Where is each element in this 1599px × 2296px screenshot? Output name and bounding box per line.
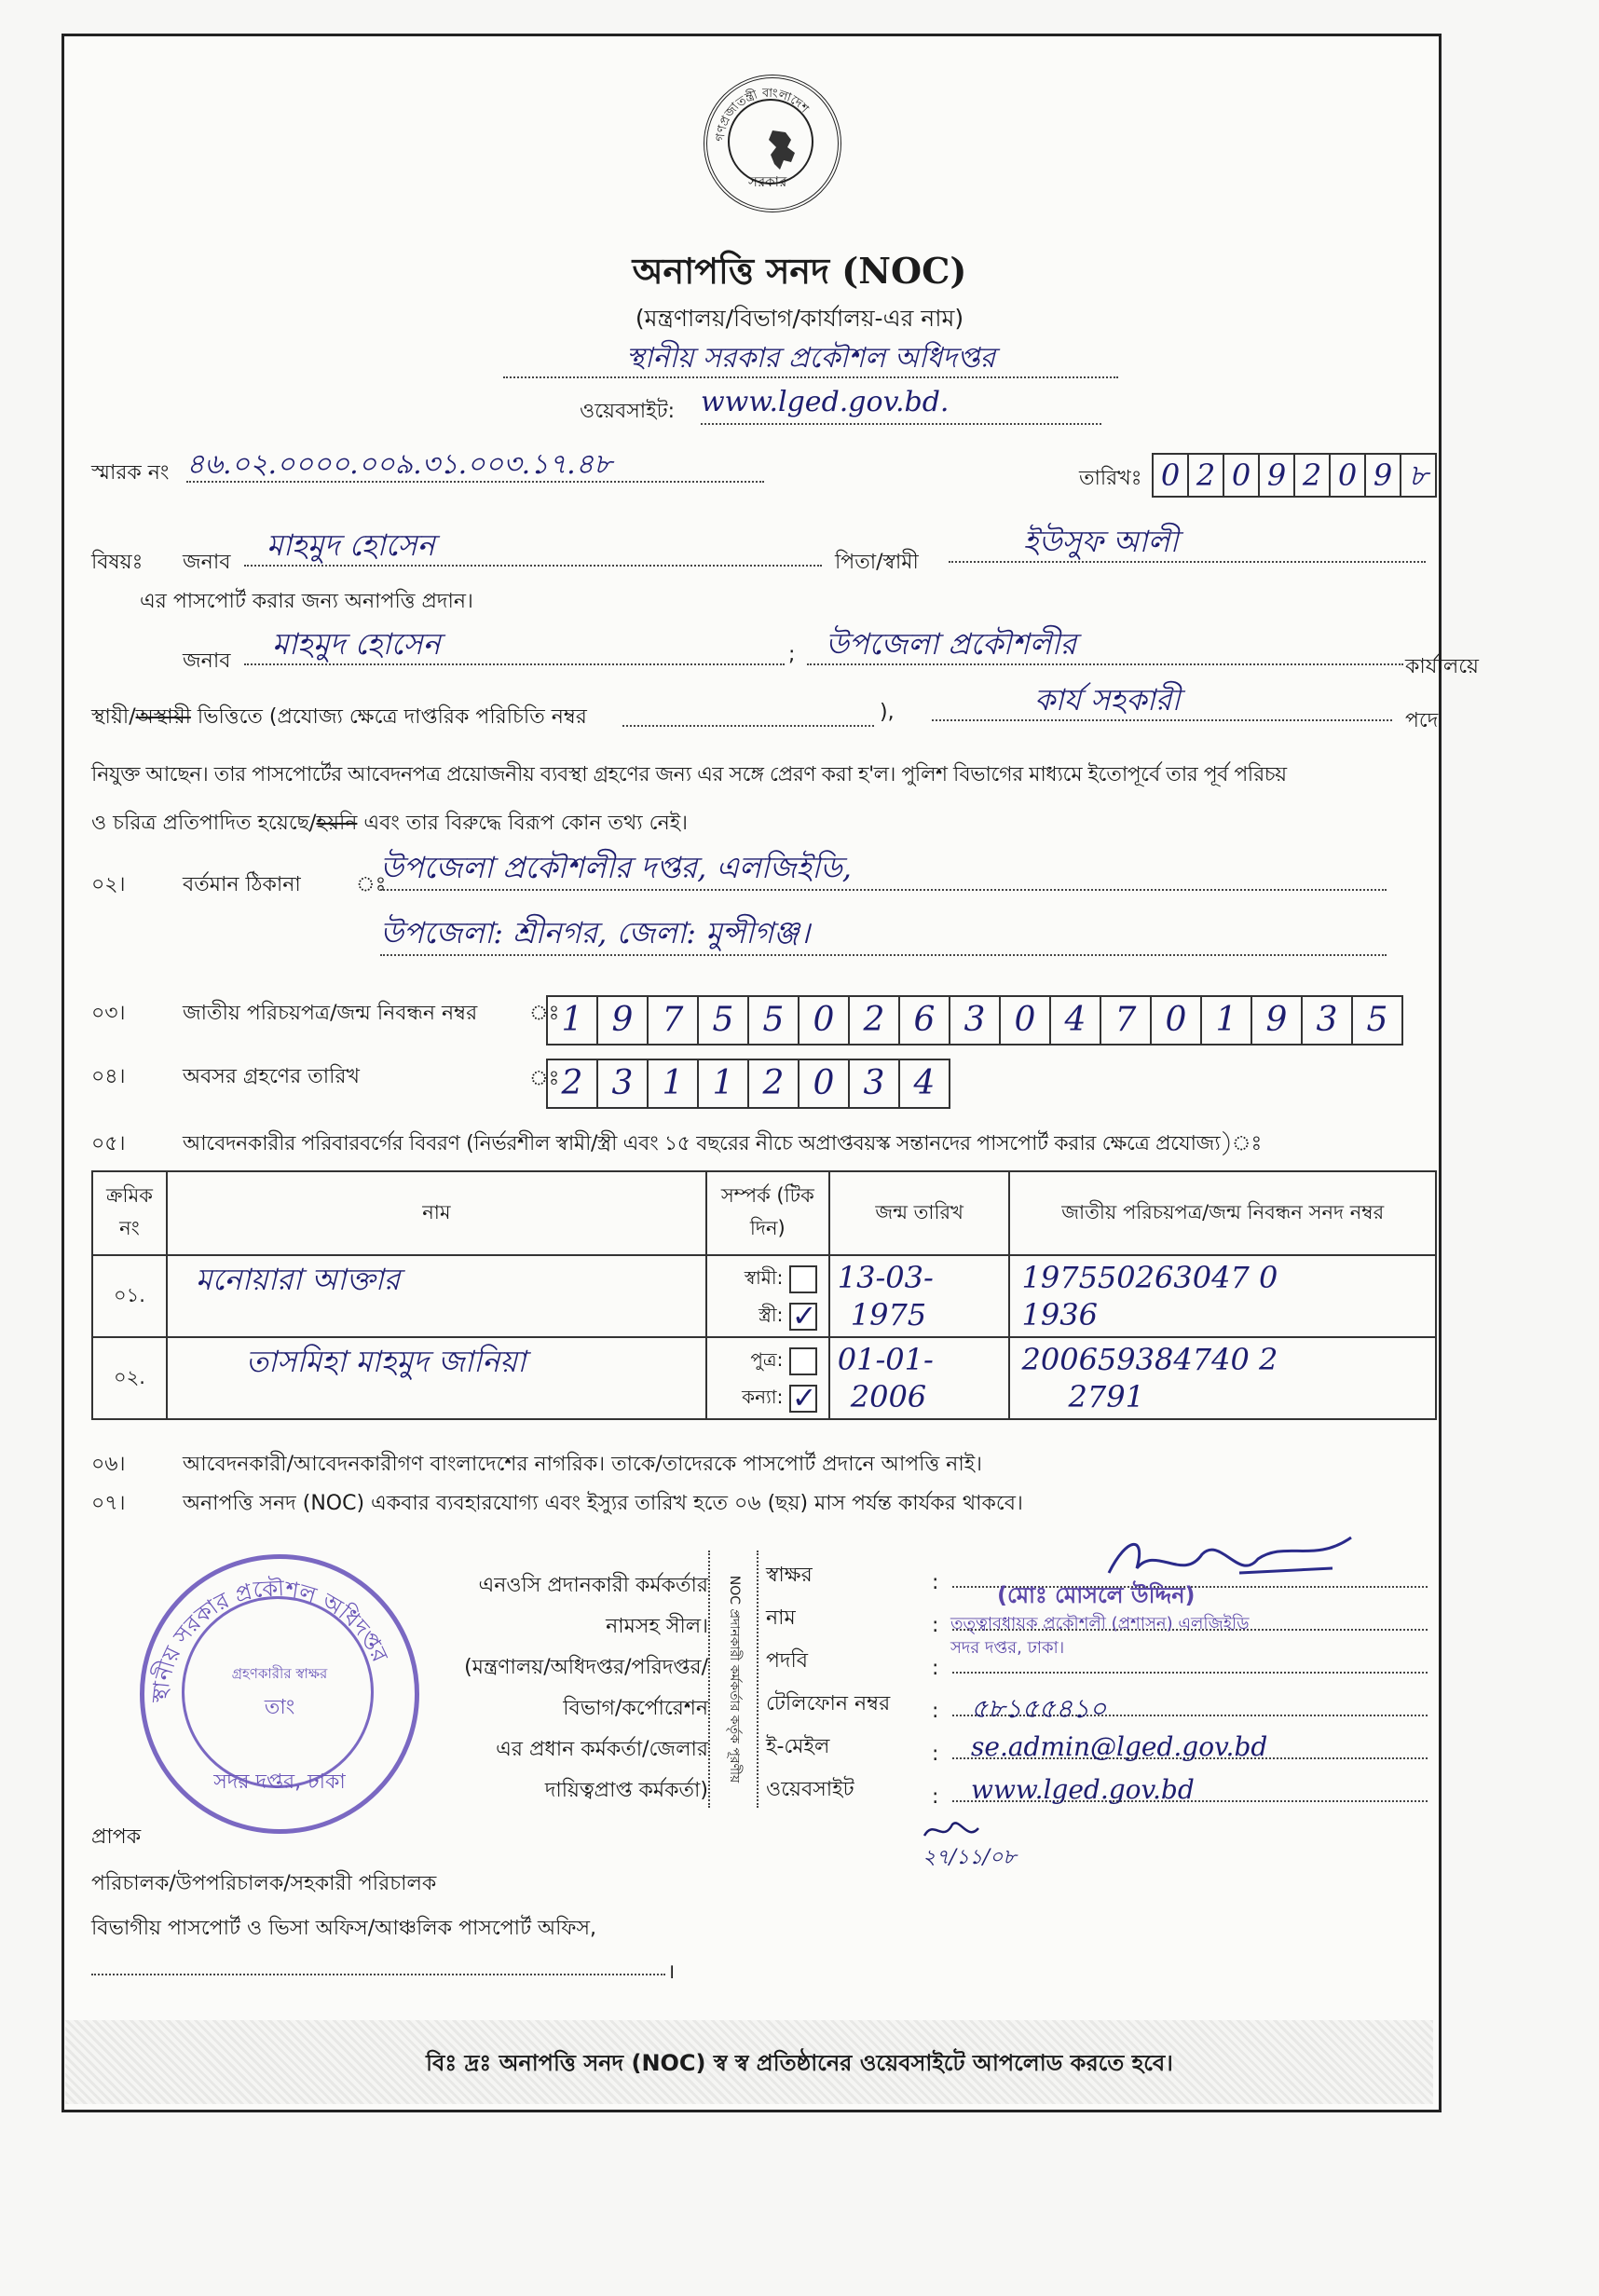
- government-seal: [704, 75, 841, 212]
- col-serial: ক্রমিক নং: [92, 1171, 167, 1255]
- recipient-line-1: পরিচালক/উপপরিচালক/সহকারী পরিচালক: [91, 1872, 437, 1895]
- page-title: অনাপত্তি সনদ (NOC): [632, 250, 967, 292]
- signer-desc-5: এর প্রধান কর্মকর্তা/জেলার: [496, 1738, 708, 1761]
- office-subtitle: (মন্ত্রণালয়/বিভাগ/কার্যালয়-এর নাম): [635, 305, 964, 332]
- digit-box: 3: [950, 997, 1001, 1044]
- col-relation: সম্পর্ক (টিক দিন): [706, 1171, 829, 1255]
- family-table-header: [92, 1171, 1436, 1255]
- recipient-label: প্রাপক: [91, 1825, 142, 1849]
- signer-desc-2: নামসহ সীল।: [606, 1615, 708, 1638]
- retirement-boxes: [546, 1059, 950, 1109]
- digit-box: 9: [598, 997, 649, 1044]
- memo-label: স্মারক নং: [91, 461, 170, 485]
- rel-a-label: স্বামী:: [744, 1266, 784, 1289]
- digit-box: 3: [850, 1060, 900, 1107]
- post-suffix: পদে: [1405, 709, 1439, 732]
- recipient-line-3-end: ।: [667, 1961, 676, 1984]
- col-dob: জন্ম তারিখ: [829, 1171, 1010, 1255]
- svg-text:গণপ্রজাতন্ত্রী বাংলাদেশ: গণপ্রজাতন্ত্রী বাংলাদেশ: [713, 86, 812, 143]
- close-paren: ),: [880, 701, 895, 724]
- nid-line-2: 2791: [1068, 1379, 1144, 1414]
- field-email-label: ই-মেইল: [766, 1735, 830, 1758]
- stamp-bottom-text: সদর দপ্তর, ঢাকা: [213, 1770, 346, 1794]
- digit-box: 6: [900, 997, 950, 1044]
- digit-box: 3: [598, 1060, 649, 1107]
- date-label: তারিখঃ: [1079, 467, 1142, 490]
- designation-line: [952, 1670, 1428, 1674]
- svg-text:স্থানীয় সরকার প্রকৌশল অধিদপ্ত: স্থানীয় সরকার প্রকৌশল অধিদপ্তর: [146, 1575, 393, 1704]
- rel-b-checkbox[interactable]: [789, 1303, 817, 1331]
- item04-num: ০৪।: [91, 1065, 126, 1088]
- address-label: বর্তমান ঠিকানা: [183, 873, 301, 896]
- basis-line: [91, 701, 587, 735]
- nid-line-1: 197550263047 0: [1021, 1260, 1278, 1295]
- email-value: se.admin@lged.gov.bd: [952, 1731, 1428, 1759]
- digit-box: 0: [1331, 455, 1366, 496]
- family-table: [91, 1170, 1437, 1420]
- digit-box: 4: [913, 1064, 936, 1102]
- col-nid: জাতীয় পরিচয়পত্র/জন্ম নিবন্ধন সনদ নম্বর: [1009, 1171, 1436, 1255]
- digit-box: 5: [749, 997, 800, 1044]
- recipient-line-2: বিভাগীয় পাসপোর্ট ও ভিসা অফিস/আঞ্চলিক পাসপোর্ট অফিস,: [91, 1917, 596, 1940]
- digit-box: 1: [1202, 997, 1252, 1044]
- dob-line-2: 2006: [850, 1379, 927, 1414]
- digit-box: 5: [699, 997, 749, 1044]
- signer-desc-1: এনওসি প্রদানকারী কর্মকর্তার: [478, 1574, 708, 1597]
- digit-box: 2: [548, 1060, 598, 1107]
- line4-prefix: ও চরিত্র প্রতিপাদিত হয়েছে/: [91, 812, 317, 835]
- signer-field-labels: [766, 1554, 890, 1811]
- digit-box: 0: [1224, 455, 1260, 496]
- address-colon: ঃ: [356, 873, 387, 896]
- subject-purpose: এর পাসপোর্ট করার জন্য অনাপত্তি প্রদান।: [140, 590, 473, 613]
- subject-label: বিষয়ঃ: [91, 551, 144, 574]
- row-serial: ০২.: [92, 1337, 167, 1419]
- father-name: ইউসুফ আলী: [949, 518, 1426, 563]
- office-name: স্থানীয় সরকার প্রকৌশল অধিদপ্তর: [503, 335, 1118, 378]
- rel-a-label: পুত্র:: [750, 1348, 784, 1371]
- nid-colon: ঃ: [529, 1002, 560, 1025]
- digit-box: 1: [649, 1060, 699, 1107]
- family-intro: আবেদনকারীর পরিবারবর্গের বিবরণ (নির্ভরশীল স্বামী/স্ত্রী এবং ১৫ বছরের নীচে অপ্রাপ্তবয়স্ক সন্তানদের পাসপোর্ট করার ক্ষেত্রে প্রযোজ্য)ঃ: [183, 1132, 1262, 1155]
- col-name: নাম: [167, 1171, 706, 1255]
- digit-box: 3: [1303, 997, 1353, 1044]
- basis-text: ভিত্তিতে (প্রযোজ্য ক্ষেত্রে দাপ্তরিক পরিচিতি নম্বর: [197, 705, 587, 729]
- signer-colons: : : : : : :: [932, 1571, 939, 1809]
- row-dob: [829, 1255, 1010, 1337]
- digit-box: 0: [800, 997, 850, 1044]
- address-line-2: উপজেলা: শ্রীনগর, জেলা: মুন্সীগঞ্জ।: [380, 909, 1387, 956]
- vertical-note-box: [708, 1551, 758, 1808]
- signer-description: [410, 1565, 708, 1811]
- website-field-value: www.lged.gov.bd: [952, 1774, 1428, 1802]
- signer-desc-6: দায়িত্বপ্রাপ্ত কর্মকর্তা): [544, 1779, 708, 1802]
- item05-num: ০৫।: [91, 1132, 126, 1155]
- digit-box: 7: [649, 997, 699, 1044]
- initial-date: ২৭/১১/০৮: [922, 1846, 1017, 1869]
- item07-text: অনাপত্তি সনদ (NOC) একবার ব্যবহারযোগ্য এবং ইস্যুর তারিখ হতে ০৬ (ছয়) মাস পর্যন্ত কার্যকর থাকবে।: [183, 1492, 1023, 1515]
- dob-line-2: 1975: [850, 1297, 927, 1332]
- rel-a-checkbox[interactable]: [789, 1347, 817, 1375]
- row-name: তাসমিহা মাহমুদ জানিয়া: [167, 1337, 706, 1419]
- table-row: [92, 1337, 1436, 1419]
- signer-desc-3: (মন্ত্রণালয়/অধিদপ্তর/পরিদপ্তর/: [464, 1656, 708, 1679]
- semicolon: ;: [788, 643, 796, 666]
- digit-box: 0: [800, 1060, 850, 1107]
- date-boxes: [1152, 453, 1437, 498]
- item06-text: আবেদনকারী/আবেদনকারীগণ বাংলাদেশের নাগরিক। তাকে/তাদেরকে পাসপোর্ট প্রদানে আপত্তি নাই।: [183, 1453, 983, 1476]
- rel-b-label: কন্যা:: [742, 1386, 784, 1408]
- digit-box: 1: [699, 1060, 749, 1107]
- digit-box: 0: [1152, 997, 1202, 1044]
- digit-box: 9: [1260, 455, 1295, 496]
- row-name: মনোয়ারা আক্তার: [167, 1255, 706, 1337]
- memo-number: ৪৬.০২.০০০০.০০৯.৩১.০০৩.১৭.৪৮: [186, 442, 764, 483]
- retirement-colon: ঃ: [529, 1067, 560, 1090]
- digit-box: 2: [749, 1060, 800, 1107]
- bangladesh-map-icon: [763, 129, 800, 173]
- stamp-center-text: তাং: [264, 1696, 295, 1719]
- item07-num: ০৭।: [91, 1492, 126, 1515]
- digit-box: 2: [850, 997, 900, 1044]
- digit-box: 4: [1051, 997, 1101, 1044]
- body-line-3: নিযুক্ত আছেন। তার পাসপোর্টের আবেদনপত্র প্রয়োজনীয় ব্যবস্থা গ্রহণের জন্য এর সঙ্গে প্রেরণ করা হ'ল। পুলিশ বিভাগের মাধ্যমে ইতোপূর্বে তার পূর্ব পরিচয়: [91, 763, 1287, 786]
- rel-b-checkbox[interactable]: [789, 1385, 817, 1413]
- body-line-4: [91, 807, 688, 841]
- field-designation-label: পদবি: [766, 1649, 809, 1673]
- basis-struck: অস্থায়ী: [135, 705, 191, 729]
- designation-stamp: তত্ত্বাবধায়ক প্রকৌশলী (প্রশাসন) এলজিইডি সদর দপ্তর, ঢাকা।: [950, 1614, 1250, 1658]
- digit-box: 9: [1252, 997, 1303, 1044]
- digit-box: 5: [1366, 1001, 1388, 1039]
- line4-suffix: এবং তার বিরুদ্ধে বিরূপ কোন তথ্য নেই।: [357, 812, 689, 835]
- digit-box: 0: [1001, 997, 1051, 1044]
- recipient-line-3: [91, 1968, 665, 1975]
- signer-name-stamp: (মোঃ মোসলে উদ্দিন): [997, 1582, 1196, 1608]
- seal-bottom-text: সরকার: [748, 173, 787, 190]
- office-2: উপজেলা প্রকৌশলীর: [807, 621, 1403, 665]
- website-value: www.lged.gov.bd.: [701, 386, 1101, 425]
- item02-num: ০২।: [91, 873, 126, 896]
- nid-label: জাতীয় পরিচয়পত্র/জন্ম নিবন্ধন নম্বর: [183, 1002, 478, 1025]
- father-label: পিতা/স্বামী: [835, 551, 919, 574]
- rel-b-label: স্ত্রী:: [758, 1304, 784, 1326]
- vertical-note: NOC প্রদানকারী কর্মকর্তার কর্তৃক পূরণীয়: [727, 1575, 742, 1784]
- row-relation: [706, 1337, 829, 1419]
- nid-line-2: 1936: [1021, 1297, 1098, 1332]
- stamp-center-top: গ্রহণকারীর স্বাক্ষর: [231, 1665, 328, 1682]
- row-relation: [706, 1255, 829, 1337]
- field-name-label: নাম: [766, 1606, 796, 1630]
- digit-box: 7: [1101, 997, 1152, 1044]
- field-website-label: ওয়েবসাইট: [766, 1778, 854, 1801]
- item03-num: ০৩।: [91, 1002, 126, 1025]
- body-mr-label: জনাব: [183, 649, 231, 673]
- website-label: ওয়েবসাইট:: [580, 400, 675, 423]
- digit-box: 0: [1154, 455, 1189, 496]
- address-line-1: উপজেলা প্রকৌশলীর দপ্তর, এলজিইডি,: [380, 844, 1387, 891]
- nid-boxes: [546, 995, 1403, 1046]
- digit-box: ৮: [1408, 458, 1428, 493]
- office-suffix: কার্যালয়ে: [1405, 655, 1480, 678]
- table-row: [92, 1255, 1436, 1337]
- row-dob: [829, 1337, 1010, 1419]
- basis-prefix: স্থায়ী/: [91, 705, 136, 729]
- initial-signature-icon: [919, 1815, 1031, 1847]
- footer-note: বিঃ দ্রঃ অনাপত্তি সনদ (NOC) স্ব স্ব প্রতিষ্ঠানের ওয়েবসাইটে আপলোড করতে হবে।: [426, 2050, 1173, 2076]
- applicant-name: মাহমুদ হোসেন: [244, 522, 822, 567]
- phone-value: ৫৮১৫৫৪১০: [952, 1688, 1428, 1716]
- digit-box: 9: [1366, 455, 1401, 496]
- signer-desc-4: বিভাগ/কর্পোরেশন: [563, 1697, 708, 1720]
- nid-line-1: 200659384740 2: [1021, 1342, 1278, 1377]
- office-id-field: [622, 718, 874, 727]
- office-stamp: [140, 1554, 419, 1834]
- digit-box: 2: [1189, 455, 1224, 496]
- line4-struck: হয়নি: [316, 812, 358, 835]
- digit-box: 2: [1295, 455, 1331, 496]
- row-nid: [1009, 1337, 1436, 1419]
- post-name: কার্য সহকারী: [932, 676, 1392, 721]
- dob-line-1: 01-01-: [837, 1342, 934, 1377]
- dob-line-1: 13-03-: [837, 1260, 934, 1295]
- retirement-label: অবসর গ্রহণের তারিখ: [183, 1065, 360, 1088]
- row-serial: ০১.: [92, 1255, 167, 1337]
- digit-box: 1: [548, 997, 598, 1044]
- subject-mr-label: জনাব: [183, 551, 231, 574]
- field-signature-label: স্বাক্ষর: [766, 1564, 813, 1587]
- row-nid: [1009, 1255, 1436, 1337]
- item06-num: ০৬।: [91, 1453, 126, 1476]
- field-phone-label: টেলিফোন নম্বর: [766, 1692, 891, 1715]
- rel-a-checkbox[interactable]: [789, 1265, 817, 1293]
- applicant-name-2: মাহমুদ হোসেন: [244, 621, 785, 665]
